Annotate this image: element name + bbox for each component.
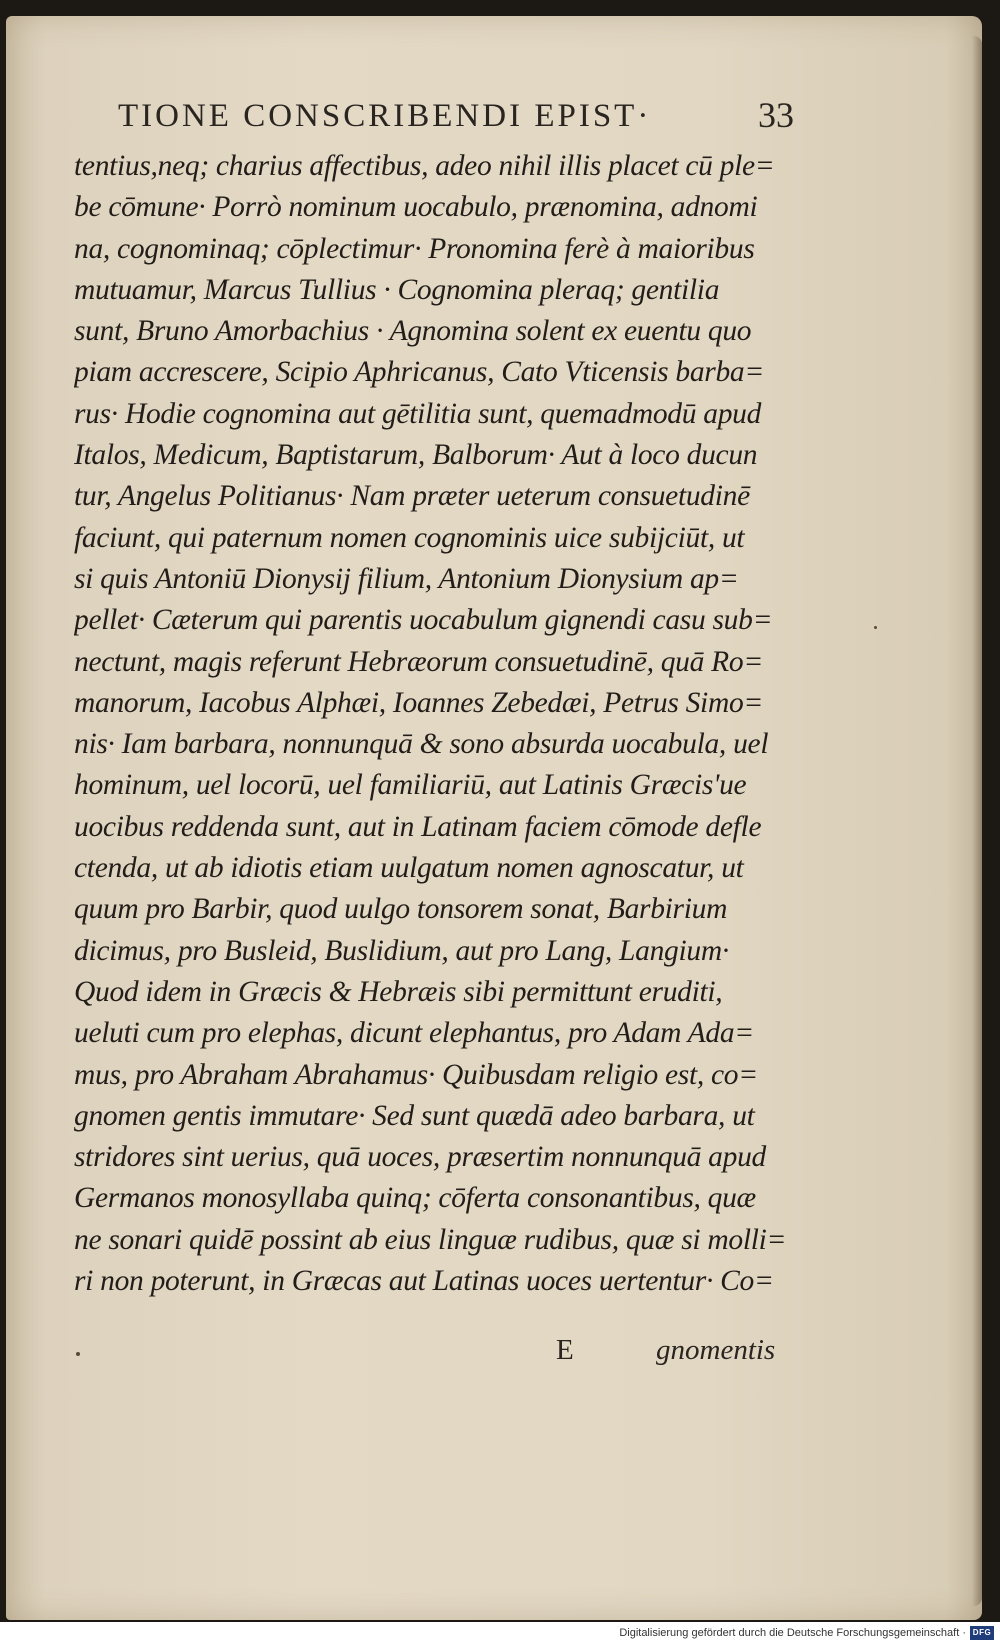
book-page	[6, 16, 982, 1620]
text-line: ueluti cum pro elephas, dicunt elephantus, pro Adam Ada=	[74, 1017, 754, 1050]
text-line: Quod idem in Græcis & Hebræis sibi permittunt eruditi,	[74, 975, 723, 1008]
catchword: gnomentis	[656, 1334, 776, 1366]
text-line: mus, pro Abraham Abrahamus· Quibusdam religio est, co=	[74, 1058, 758, 1091]
text-line: tur, Angelus Politianus· Nam præter ueterum consuetudinē	[74, 480, 750, 513]
text-line: nectunt, magis referunt Hebræorum consuetudinē, quā Ro=	[74, 645, 763, 678]
text-line: sunt, Bruno Amorbachius · Agnomina solent ex euentu quo	[74, 315, 752, 348]
text-line: mutuamur, Marcus Tullius · Cognomina pleraq; gentilia	[74, 273, 720, 306]
text-line: si quis Antoniū Dionysij filium, Antonium Dionysium ap=	[74, 562, 739, 595]
text-line: hominum, uel locorū, uel familiariū, aut Latinis Græcis'ue	[74, 769, 747, 802]
text-line: gnomen gentis immutare· Sed sunt quædā adeo barbara, ut	[74, 1099, 755, 1132]
text-line: stridores sint uerius, quā uoces, præsertim nonnunquā apud	[74, 1141, 766, 1174]
footer-strip	[0, 1622, 1000, 1646]
text-line: ne sonari quidē possint ab eius linguæ rudibus, quæ si molli=	[74, 1223, 787, 1256]
paper-speck	[874, 626, 877, 629]
text-line: manorum, Iacobus Alphæi, Ioannes Zebedæi, Petrus Simo=	[74, 686, 764, 719]
dfg-logo: DFG	[970, 1626, 994, 1640]
folio-number: 33	[758, 95, 794, 135]
text-line: Italos, Medicum, Baptistarum, Balborum· Aut à loco ducun	[74, 439, 758, 472]
text-line: na, cognominaq; cōplectimur· Pronomina ferè à maioribus	[74, 232, 755, 265]
page-header	[118, 82, 838, 142]
text-line: pellet· Cæterum qui parentis uocabulum gignendi casu sub=	[74, 604, 773, 637]
text-line: faciunt, qui paternum nomen cognominis uice subijciūt, ut	[74, 521, 745, 554]
text-line: piam accrescere, Scipio Aphricanus, Cato Vticensis barba=	[74, 356, 764, 389]
text-line: ctenda, ut ab idiotis etiam uulgatum nomen agnoscatur, ut	[74, 852, 744, 885]
paper-speck	[76, 1352, 80, 1356]
body-text	[74, 146, 804, 1302]
text-line: rus· Hodie cognomina aut gētilitia sunt, quemadmodū apud	[74, 397, 762, 430]
text-line: quum pro Barbir, quod uulgo tonsorem sonat, Barbirium	[74, 893, 728, 926]
text-line: be cōmune· Porrò nominum uocabulo, prænomina, adnomi	[74, 191, 758, 224]
funding-credit: Digitalisierung gefördert durch die Deutsche Forschungsgemeinschaft ·	[619, 1627, 966, 1639]
page-edge-shadow	[972, 36, 982, 1606]
text-line: tentius,neq; charius affectibus, adeo nihil illis placet cū ple=	[74, 150, 775, 182]
running-head: TIONE CONSCRIBENDI EPIST·	[118, 98, 652, 134]
text-line: ri non poterunt, in Græcas aut Latinas uoces uertentur· Co=	[74, 1265, 774, 1298]
text-line: nis· Iam barbara, nonnunquā & sono absurda uocabula, uel	[74, 728, 769, 761]
text-line: dicimus, pro Busleid, Buslidium, aut pro Lang, Langium·	[74, 934, 729, 967]
signature-mark: E	[556, 1334, 574, 1366]
text-line: uocibus reddenda sunt, aut in Latinam faciem cōmode defle	[74, 810, 762, 843]
text-line: Germanos monosyllaba quinq; cōferta consonantibus, quæ	[74, 1182, 756, 1215]
